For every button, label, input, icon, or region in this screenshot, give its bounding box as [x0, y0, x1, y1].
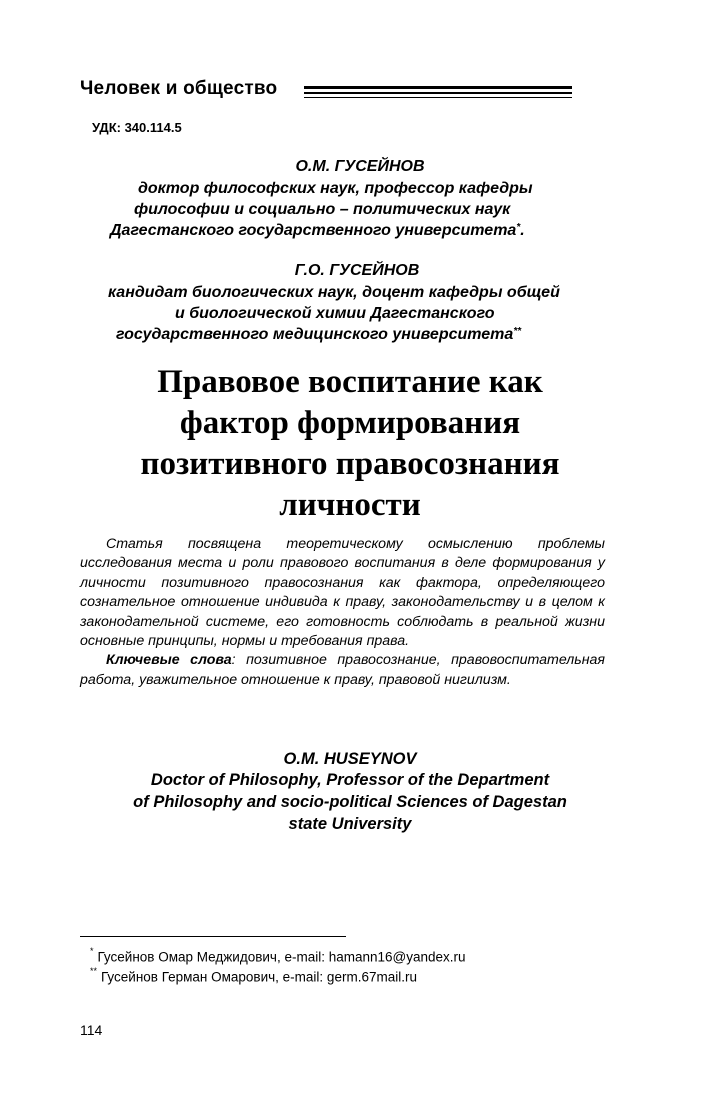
abstract-text: Статья посвящена теоретическому осмыслению проблемы исследования места и роли правового воспитания в деле формирования у личности позитивного правосознания как фактора, определяющего сознательное отношение индивида к праву, законодательству и в целом к законодательной системе, его готовность соблюдать в реальной жизни основные принципы, нормы и требования права.	[80, 536, 605, 650]
title-line: позитивного правосознания	[140, 446, 560, 482]
udk-code: УДК: 340.114.5	[92, 120, 182, 135]
footnote-rule	[80, 936, 346, 937]
author1-name: О.М. ГУСЕЙНОВ	[295, 158, 425, 175]
header-rule	[304, 86, 572, 89]
title-line: личности	[279, 487, 421, 523]
title-line: фактор формирования	[179, 405, 521, 441]
author1-affiliation-line: доктор философских наук, профессор кафедры	[138, 180, 533, 197]
footnote-mark: *	[90, 946, 94, 956]
keywords-label: Ключевые слова	[106, 652, 232, 669]
section-title: Человек и общество	[80, 78, 278, 99]
author1-affiliation-line: Дагестанского государственного университета*.	[110, 222, 525, 239]
author2-name: Г.О. ГУСЕЙНОВ	[294, 262, 420, 279]
footnote-mark: **	[90, 966, 98, 976]
author2-affiliation-line: государственного медицинского университета**	[116, 326, 522, 343]
footnote-mark: **	[513, 326, 522, 337]
footnote	[90, 948, 466, 965]
header-rule	[304, 97, 572, 98]
header-rule	[304, 92, 572, 94]
english-author-affiliation	[80, 769, 620, 835]
keywords-text: : позитивное правосознание, правовоспитательная работа, уважительное отношение к праву, правовой нигилизм.	[80, 652, 605, 688]
author1-affiliation-line: философии и социально – политических наук	[134, 201, 511, 218]
page-number: 114	[80, 1022, 103, 1038]
footnote-text: Гусейнов Омар Меджидович, e-mail: hamann16@yandex.ru	[97, 949, 466, 965]
title-line: Правовое воспитание как	[157, 364, 543, 400]
english-affiliation-line: of Philosophy and socio-political Sciences of Dagestan	[133, 793, 567, 811]
abstract	[80, 535, 605, 690]
footnote	[90, 968, 417, 985]
keywords	[80, 651, 605, 690]
author2-affiliation-line: кандидат биологических наук, доцент кафедры общей	[108, 284, 560, 301]
article-title	[80, 362, 620, 526]
english-affiliation-line: Doctor of Philosophy, Professor of the Department	[150, 771, 550, 789]
author2-affiliation-line: и биологической химии Дагестанского	[175, 305, 495, 322]
footnote-mark: *	[516, 222, 521, 233]
footnote-text: Гусейнов Герман Омарович, e-mail: germ.67mail.ru	[101, 969, 417, 985]
english-affiliation-line: state University	[288, 815, 412, 833]
english-author-name: O.M. HUSEYNOV	[283, 750, 417, 768]
